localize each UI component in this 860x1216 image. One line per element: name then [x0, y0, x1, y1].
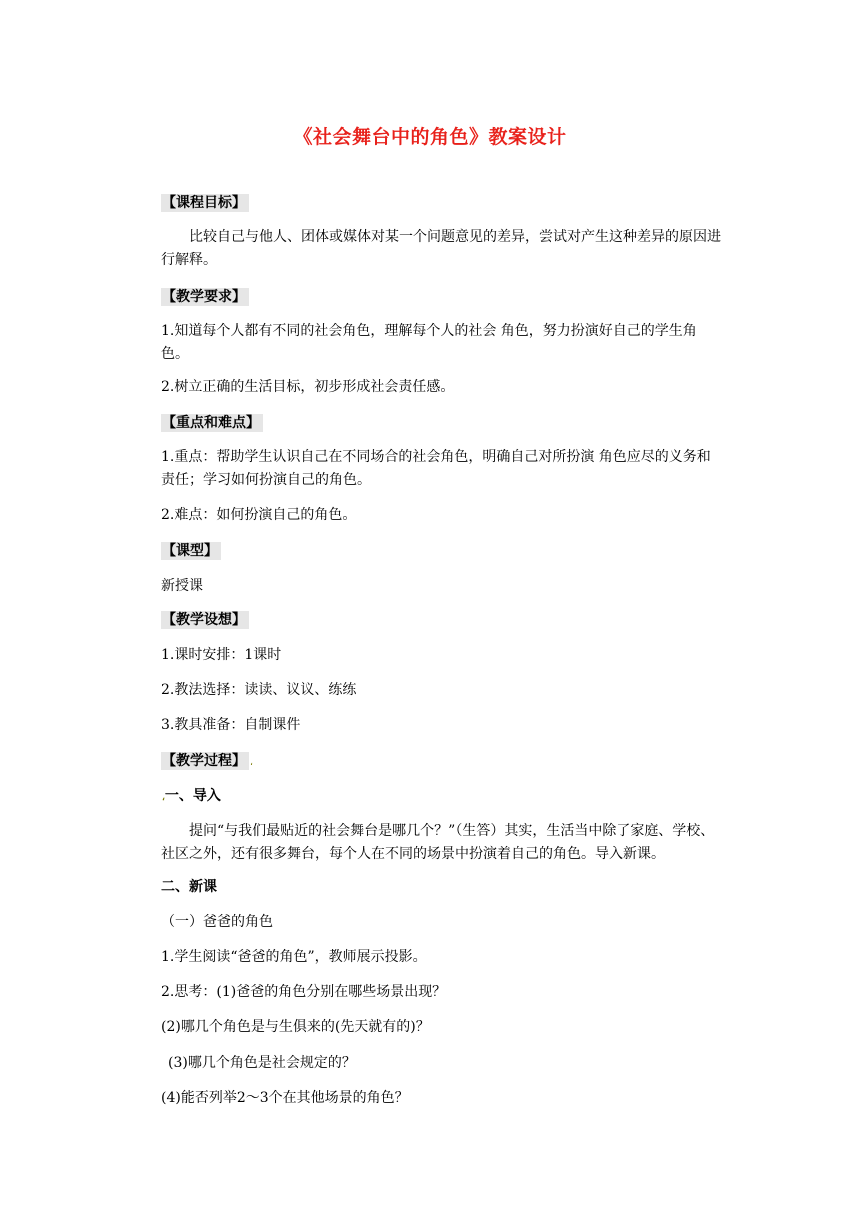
type-heading: 【课型】: [161, 542, 221, 560]
keypoints-heading: 【重点和难点】: [161, 414, 263, 432]
step-5: (4)能否列举2～3个在其他场景的角色？: [161, 1090, 409, 1106]
requirements-item-2: 2.树立正确的生活目标，初步形成社会责任感。: [161, 379, 455, 395]
keypoints-item-1: 1.重点：帮助学生认识自己在不同场合的社会角色，明确自己对所扮演 角色应尽的义务和责任；学习如何扮演自己的角色。: [161, 449, 711, 488]
design-item-3: 3.教具准备：自制课件: [161, 717, 301, 733]
step-1: 1.学生阅读“爸爸的角色”，教师展示投影。: [161, 949, 427, 965]
process-heading-line: [161, 750, 721, 775]
intro-mark: ،: [162, 793, 165, 803]
design-heading-line: [161, 609, 721, 632]
design-heading: 【教学设想】: [161, 611, 249, 629]
requirements-heading: 【教学要求】: [161, 288, 249, 306]
requirements-heading-line: [161, 286, 721, 309]
intro-title-line: [161, 785, 721, 810]
type-heading-line: [161, 540, 721, 563]
type-text: 新授课: [161, 578, 203, 594]
design-item-2: 2.教法选择：读读、议议、练练: [161, 682, 357, 698]
intro-text: 提问“与我们最贴近的社会舞台是哪几个？”（生答）其实，生活当中除了家庭、学校、社区之外，还有很多舞台，每个人在不同的场景中扮演着自己的角色。导入新课。: [161, 823, 715, 862]
keypoints-heading-line: [161, 412, 721, 435]
step-2: 2.思考：(1)爸爸的角色分别在哪些场景出现？: [161, 984, 447, 1000]
paragraph-mark: ،: [250, 758, 253, 768]
requirements-item-1: 1.知道每个人都有不同的社会角色，理解每个人的社会 角色，努力扮演好自己的学生角色。: [161, 323, 697, 362]
intro-title: 一、导入: [164, 788, 221, 804]
keypoints-item-2: 2.难点：如何扮演自己的角色。: [161, 507, 357, 523]
step-3: (2)哪几个角色是与生俱来的(先天就有的)？: [161, 1019, 430, 1035]
goal-heading-line: [161, 192, 721, 215]
design-item-1: 1.课时安排：1课时: [161, 647, 282, 663]
document-title: 《社会舞台中的角色》教案设计: [293, 126, 567, 148]
goal-text: 比较自己与他人、团体或媒体对某一个问题意见的差异，尝试对产生这种差异的原因进行解释。: [161, 229, 721, 268]
sub-section-title: （一）爸爸的角色: [161, 914, 273, 930]
goal-heading: 【课程目标】: [161, 194, 249, 212]
process-heading: 【教学过程】: [161, 752, 249, 770]
new-lesson-title: 二、新课: [161, 879, 217, 895]
step-4: (3)哪几个角色是社会规定的？: [168, 1055, 356, 1071]
